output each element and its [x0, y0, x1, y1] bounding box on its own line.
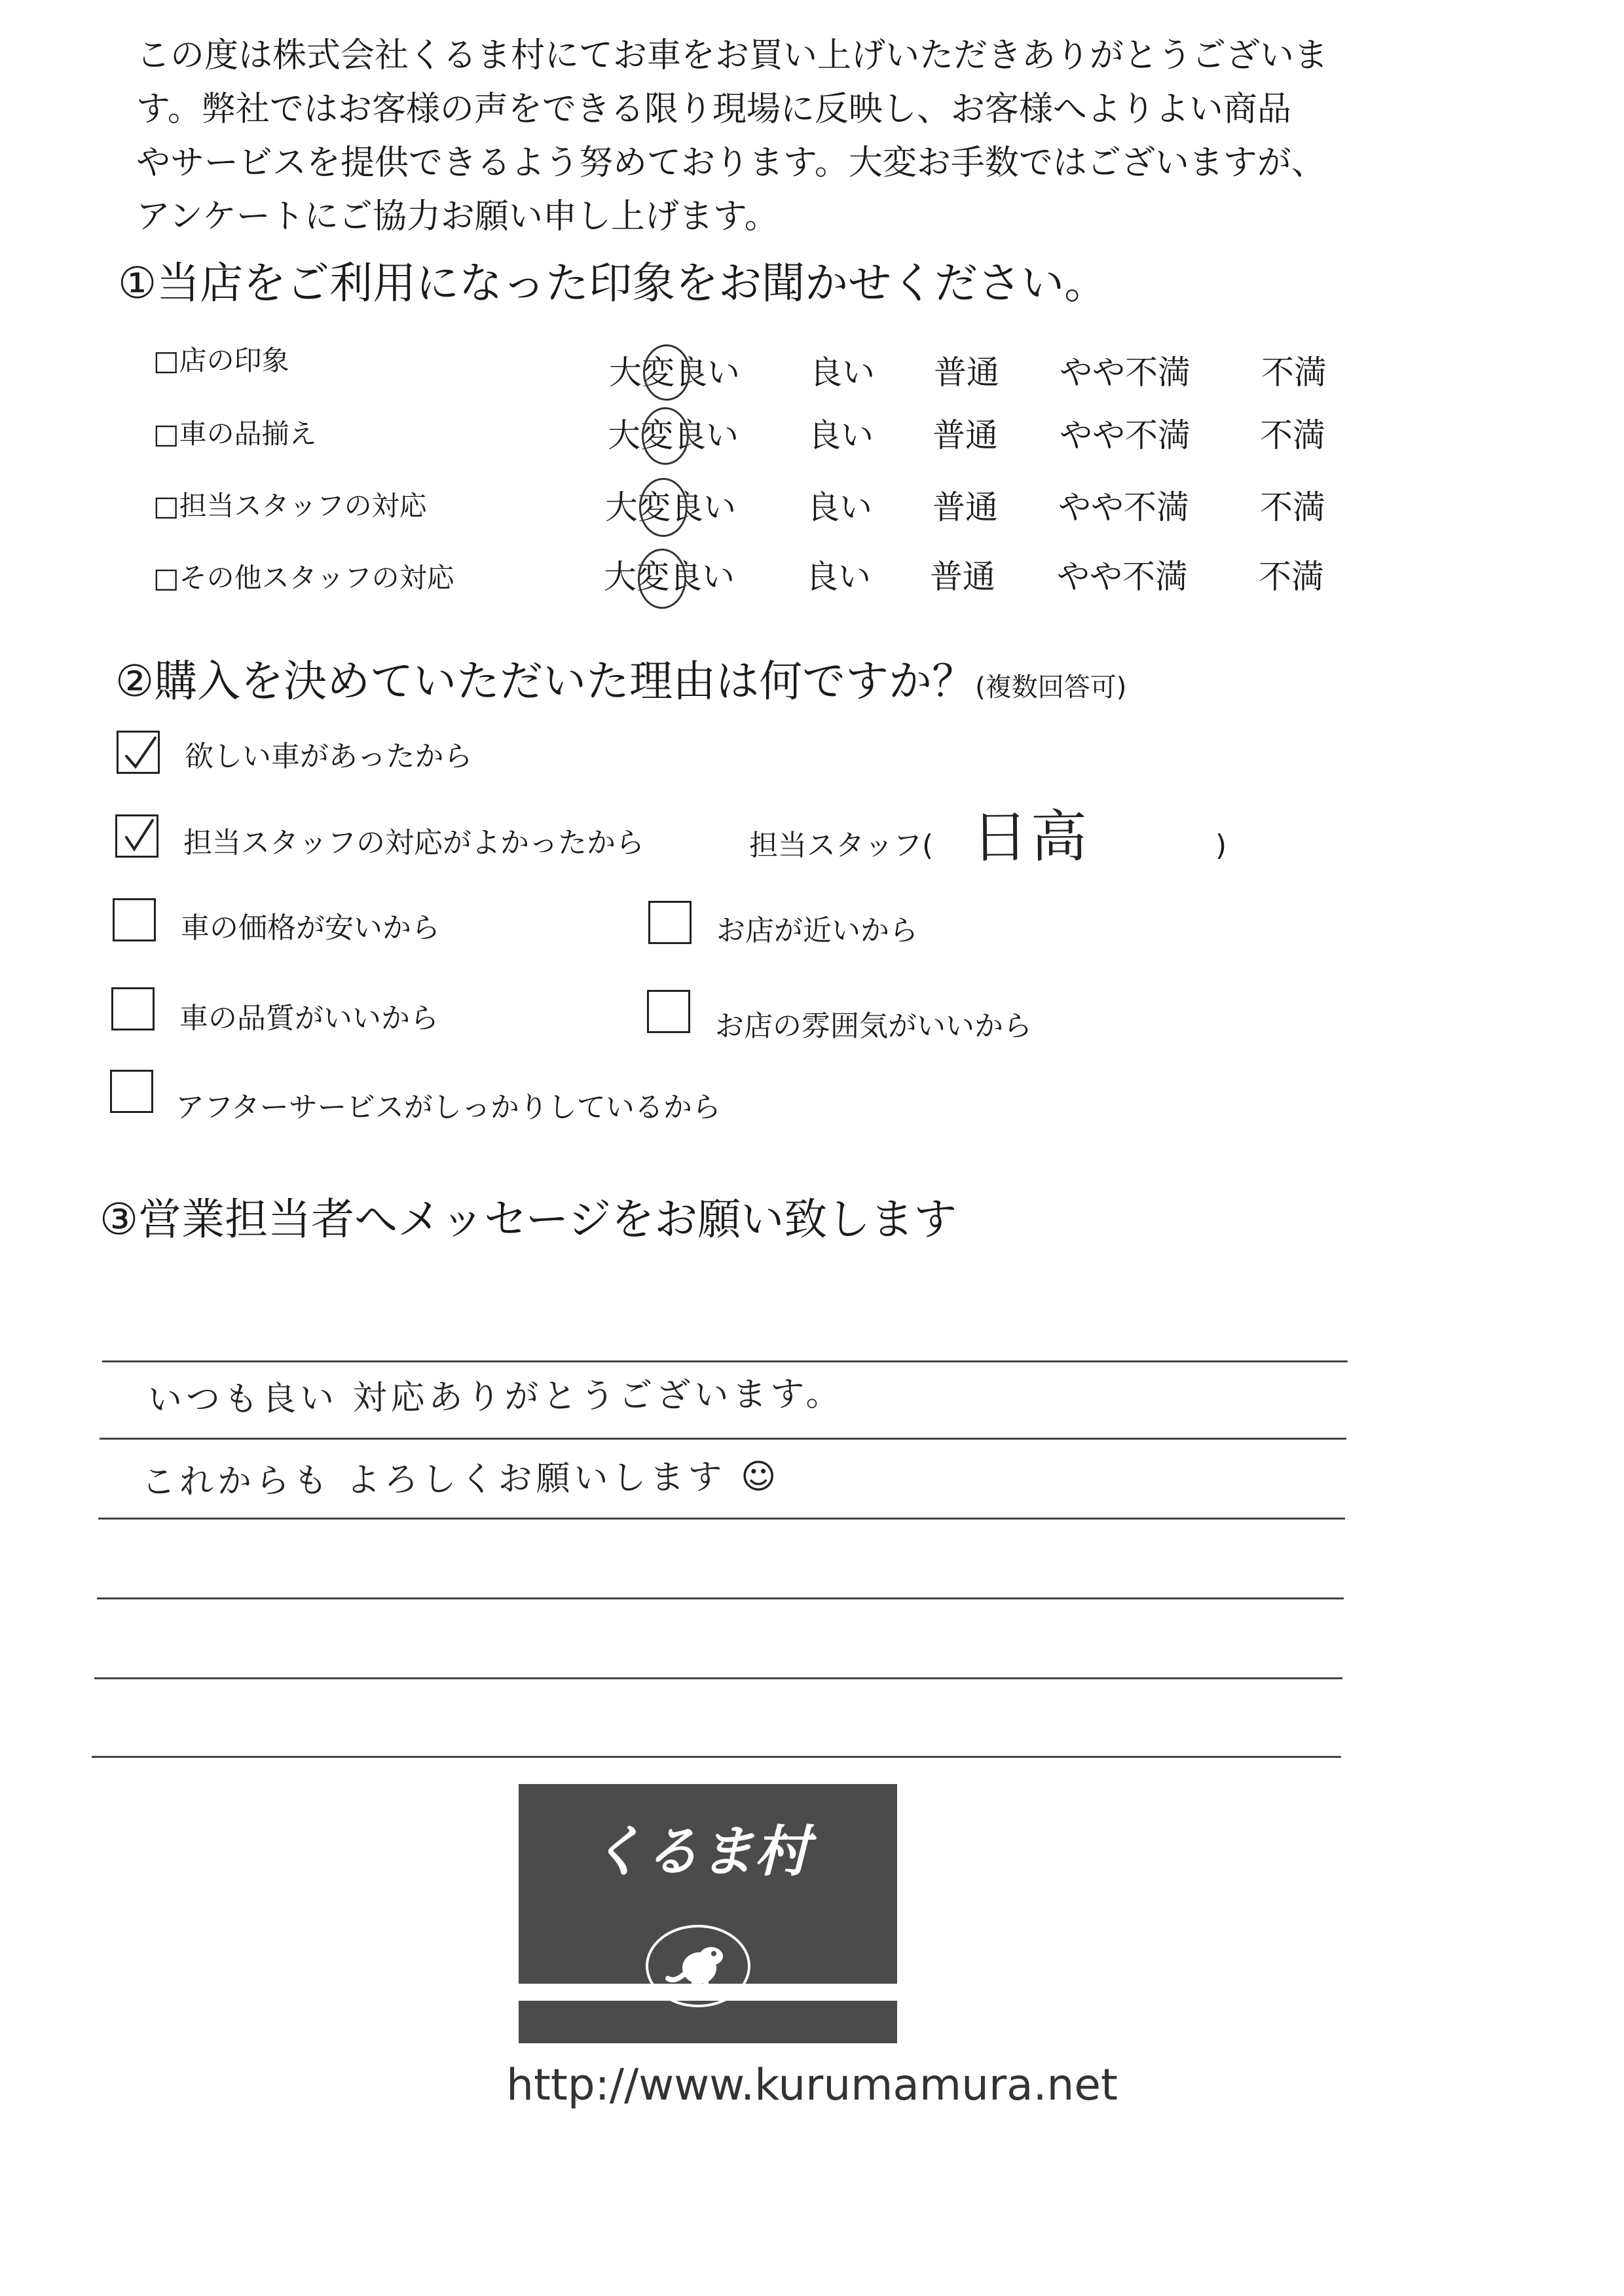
message-rule: [98, 1518, 1345, 1520]
reason-label: 欲しい車があったから: [185, 740, 473, 773]
staff-close: ): [1215, 829, 1227, 862]
reason-label: お店の雰囲気がいいから: [715, 1010, 1032, 1043]
option-average[interactable]: 普通: [934, 354, 999, 392]
checkbox-car-quality[interactable]: [111, 987, 155, 1030]
option-very-good[interactable]: 大変良い: [609, 354, 740, 392]
q3-heading: ③営業担当者へメッセージをお願い致します: [100, 1194, 957, 1245]
q2-note: (複数回答可): [975, 672, 1127, 702]
option-very-good[interactable]: 大変良い: [608, 416, 739, 454]
selection-circle-icon: [642, 407, 689, 465]
checkbox-store-atmosphere[interactable]: [647, 990, 690, 1033]
intro-line: アンケートにご協力お願い申し上げます。: [136, 197, 779, 236]
selection-circle-icon: [643, 344, 690, 401]
selection-circle-icon: [638, 549, 686, 609]
q2-heading-text: ②購入を決めていただいた理由は何ですか？: [115, 656, 976, 706]
checkbox-staff-response[interactable]: [115, 814, 158, 858]
message-line-handwritten: これからも よろしくお願いします ☺: [141, 1457, 781, 1503]
q1-heading: ①当店をご利用になった印象をお聞かせください。: [118, 258, 1108, 308]
reason-label: 車の品質がいいから: [179, 1002, 439, 1035]
option-somewhat-dissatisfied[interactable]: やや不満: [1057, 558, 1188, 596]
checkbox-after-service[interactable]: [110, 1070, 153, 1113]
option-good[interactable]: 良い: [807, 488, 872, 526]
q1-row-label[interactable]: □店の印象: [153, 344, 289, 376]
option-average[interactable]: 普通: [932, 416, 998, 454]
option-very-good[interactable]: 大変良い: [604, 558, 735, 596]
option-somewhat-dissatisfied[interactable]: やや不満: [1060, 354, 1190, 392]
staff-name-handwritten: 日高: [971, 804, 1090, 871]
reason-label: アフターサービスがしっかりしているから: [175, 1091, 721, 1124]
message-rule: [100, 1438, 1346, 1440]
option-average[interactable]: 普通: [932, 488, 998, 526]
intro-line: やサービスを提供できるよう努めております。大変お手数ではございますが、: [136, 143, 1325, 183]
intro-line: す。弊社ではお客様の声をできる限り現場に反映し、お客様へよりよい商品: [136, 90, 1291, 129]
option-good[interactable]: 良い: [805, 558, 871, 596]
option-dissatisfied[interactable]: 不満: [1260, 488, 1325, 526]
website-url[interactable]: http://www.kurumamura.net: [506, 2060, 1118, 2110]
message-rule: [97, 1597, 1344, 1599]
option-dissatisfied[interactable]: 不満: [1260, 416, 1325, 454]
option-very-good[interactable]: 大変良い: [605, 488, 736, 526]
message-line-handwritten: いつも良い 対応ありがとうございます。: [147, 1374, 844, 1420]
mascot-emblem-icon: [646, 1925, 750, 2007]
dinosaur-mascot-icon: [648, 1927, 748, 2005]
option-good[interactable]: 良い: [808, 416, 874, 454]
checkbox-wanted-car[interactable]: [117, 731, 160, 774]
q1-row-label[interactable]: □車の品揃え: [153, 418, 317, 450]
check-icon: [122, 734, 159, 772]
logo-text: くるま村: [589, 1819, 810, 1884]
reason-label: 担当スタッフの対応がよかったから: [183, 826, 644, 860]
checkbox-store-nearby[interactable]: [648, 901, 692, 944]
option-good[interactable]: 良い: [809, 354, 875, 392]
option-dissatisfied[interactable]: 不満: [1259, 558, 1324, 596]
message-rule: [94, 1677, 1342, 1679]
reason-label: お店が近いから: [716, 914, 918, 947]
option-somewhat-dissatisfied[interactable]: やや不満: [1060, 416, 1190, 454]
message-rule: [92, 1756, 1341, 1758]
q1-row-label[interactable]: □担当スタッフの対応: [153, 490, 427, 522]
intro-paragraph: [136, 29, 1380, 244]
checkbox-low-price[interactable]: [113, 898, 156, 941]
logo-stripe: [519, 2001, 897, 2043]
message-rule: [102, 1360, 1348, 1362]
option-somewhat-dissatisfied[interactable]: やや不満: [1058, 488, 1189, 526]
check-icon: [121, 818, 158, 856]
q1-row-label[interactable]: □その他スタッフの対応: [153, 562, 454, 594]
intro-line: この度は株式会社くるま村にてお車をお買い上げいただきありがとうございま: [136, 36, 1329, 75]
q2-heading: [115, 656, 1127, 706]
staff-label: 担当スタッフ(: [749, 829, 934, 862]
option-average[interactable]: 普通: [930, 558, 995, 596]
option-dissatisfied[interactable]: 不満: [1261, 354, 1327, 392]
selection-circle-icon: [639, 478, 688, 537]
reason-label: 車の価格が安いから: [181, 911, 440, 945]
